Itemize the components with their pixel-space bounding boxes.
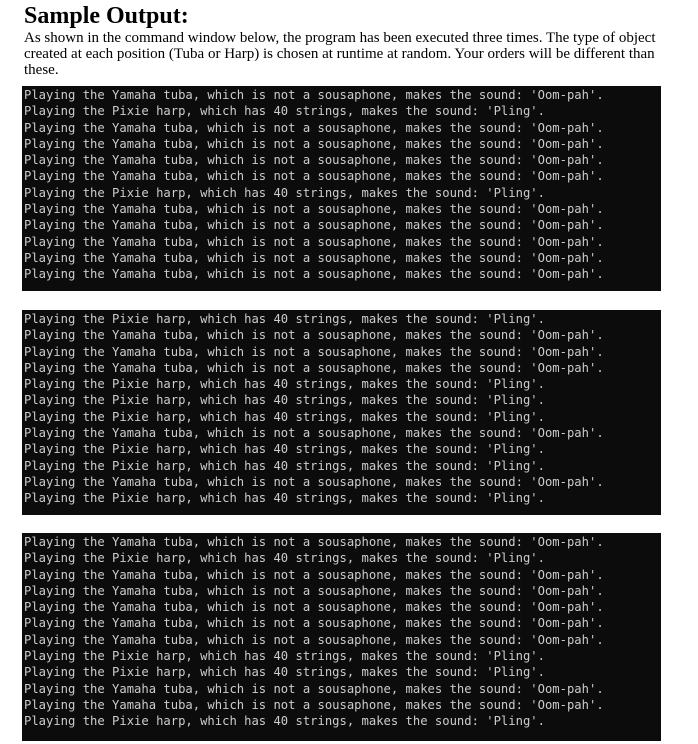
console-line: Playing the Yamaha tuba, which is not a sousaphone, makes the sound: 'Oom-pah'. bbox=[24, 600, 604, 615]
console-line: Playing the Pixie harp, which has 40 strings, makes the sound: 'Pling'. bbox=[24, 649, 545, 664]
console-line: Playing the Yamaha tuba, which is not a sousaphone, makes the sound: 'Oom-pah'. bbox=[24, 583, 604, 598]
page-heading: Sample Output: bbox=[24, 3, 189, 29]
console-line: Playing the Yamaha tuba, which is not a sousaphone, makes the sound: 'Oom-pah'. bbox=[24, 267, 604, 282]
console-line: Playing the Pixie harp, which has 40 strings, makes the sound: 'Pling'. bbox=[24, 551, 545, 566]
console-line: Playing the Pixie harp, which has 40 strings, makes the sound: 'Pling'. bbox=[24, 442, 545, 457]
console-line: Playing the Yamaha tuba, which is not a sousaphone, makes the sound: 'Oom-pah'. bbox=[24, 120, 604, 135]
console-line: Playing the Yamaha tuba, which is not a sousaphone, makes the sound: 'Oom-pah'. bbox=[24, 344, 604, 359]
console-line: Playing the Yamaha tuba, which is not a sousaphone, makes the sound: 'Oom-pah'. bbox=[24, 88, 604, 102]
console-line: Playing the Yamaha tuba, which is not a sousaphone, makes the sound: 'Oom-pah'. bbox=[24, 169, 604, 184]
console-output-run-1 bbox=[22, 86, 661, 291]
console-line: Playing the Yamaha tuba, which is not a sousaphone, makes the sound: 'Oom-pah'. bbox=[24, 567, 604, 582]
console-line: Playing the Pixie harp, which has 40 strings, makes the sound: 'Pling'. bbox=[24, 409, 545, 424]
console-line: Playing the Pixie harp, which has 40 strings, makes the sound: 'Pling'. bbox=[24, 377, 545, 392]
console-line: Playing the Yamaha tuba, which is not a sousaphone, makes the sound: 'Oom-pah'. bbox=[24, 360, 604, 375]
console-line: Playing the Pixie harp, which has 40 strings, makes the sound: 'Pling'. bbox=[24, 185, 545, 200]
console-line: Playing the Yamaha tuba, which is not a sousaphone, makes the sound: 'Oom-pah'. bbox=[24, 202, 604, 217]
console-line: Playing the Yamaha tuba, which is not a sousaphone, makes the sound: 'Oom-pah'. bbox=[24, 697, 604, 712]
console-line: Playing the Yamaha tuba, which is not a sousaphone, makes the sound: 'Oom-pah'. bbox=[24, 535, 604, 549]
console-output-run-3 bbox=[22, 533, 661, 741]
console-line: Playing the Yamaha tuba, which is not a sousaphone, makes the sound: 'Oom-pah'. bbox=[24, 681, 604, 696]
console-line: Playing the Yamaha tuba, which is not a sousaphone, makes the sound: 'Oom-pah'. bbox=[24, 632, 604, 647]
console-line: Playing the Pixie harp, which has 40 strings, makes the sound: 'Pling'. bbox=[24, 458, 545, 473]
console-line: Playing the Yamaha tuba, which is not a sousaphone, makes the sound: 'Oom-pah'. bbox=[24, 328, 604, 343]
console-line: Playing the Yamaha tuba, which is not a sousaphone, makes the sound: 'Oom-pah'. bbox=[24, 234, 604, 249]
console-line: Playing the Pixie harp, which has 40 strings, makes the sound: 'Pling'. bbox=[24, 312, 545, 326]
console-line: Playing the Yamaha tuba, which is not a sousaphone, makes the sound: 'Oom-pah'. bbox=[24, 474, 604, 489]
console-line: Playing the Pixie harp, which has 40 strings, makes the sound: 'Pling'. bbox=[24, 491, 545, 506]
console-line: Playing the Yamaha tuba, which is not a sousaphone, makes the sound: 'Oom-pah'. bbox=[24, 153, 604, 168]
console-line: Playing the Yamaha tuba, which is not a sousaphone, makes the sound: 'Oom-pah'. bbox=[24, 218, 604, 233]
console-line: Playing the Yamaha tuba, which is not a sousaphone, makes the sound: 'Oom-pah'. bbox=[24, 136, 604, 151]
console-output-run-2 bbox=[22, 310, 661, 515]
console-line: Playing the Pixie harp, which has 40 strings, makes the sound: 'Pling'. bbox=[24, 714, 545, 729]
console-line: Playing the Pixie harp, which has 40 strings, makes the sound: 'Pling'. bbox=[24, 665, 545, 680]
console-line: Playing the Yamaha tuba, which is not a sousaphone, makes the sound: 'Oom-pah'. bbox=[24, 250, 604, 265]
intro-paragraph: As shown in the command window below, the program has been executed three times. The type of object created at each position (Tuba or Harp) is chosen at runtime at random. Your orders will be different than these. bbox=[24, 30, 656, 78]
console-line: Playing the Pixie harp, which has 40 strings, makes the sound: 'Pling'. bbox=[24, 104, 545, 119]
console-line: Playing the Pixie harp, which has 40 strings, makes the sound: 'Pling'. bbox=[24, 393, 545, 408]
console-line: Playing the Yamaha tuba, which is not a sousaphone, makes the sound: 'Oom-pah'. bbox=[24, 426, 604, 441]
console-line: Playing the Yamaha tuba, which is not a sousaphone, makes the sound: 'Oom-pah'. bbox=[24, 616, 604, 631]
